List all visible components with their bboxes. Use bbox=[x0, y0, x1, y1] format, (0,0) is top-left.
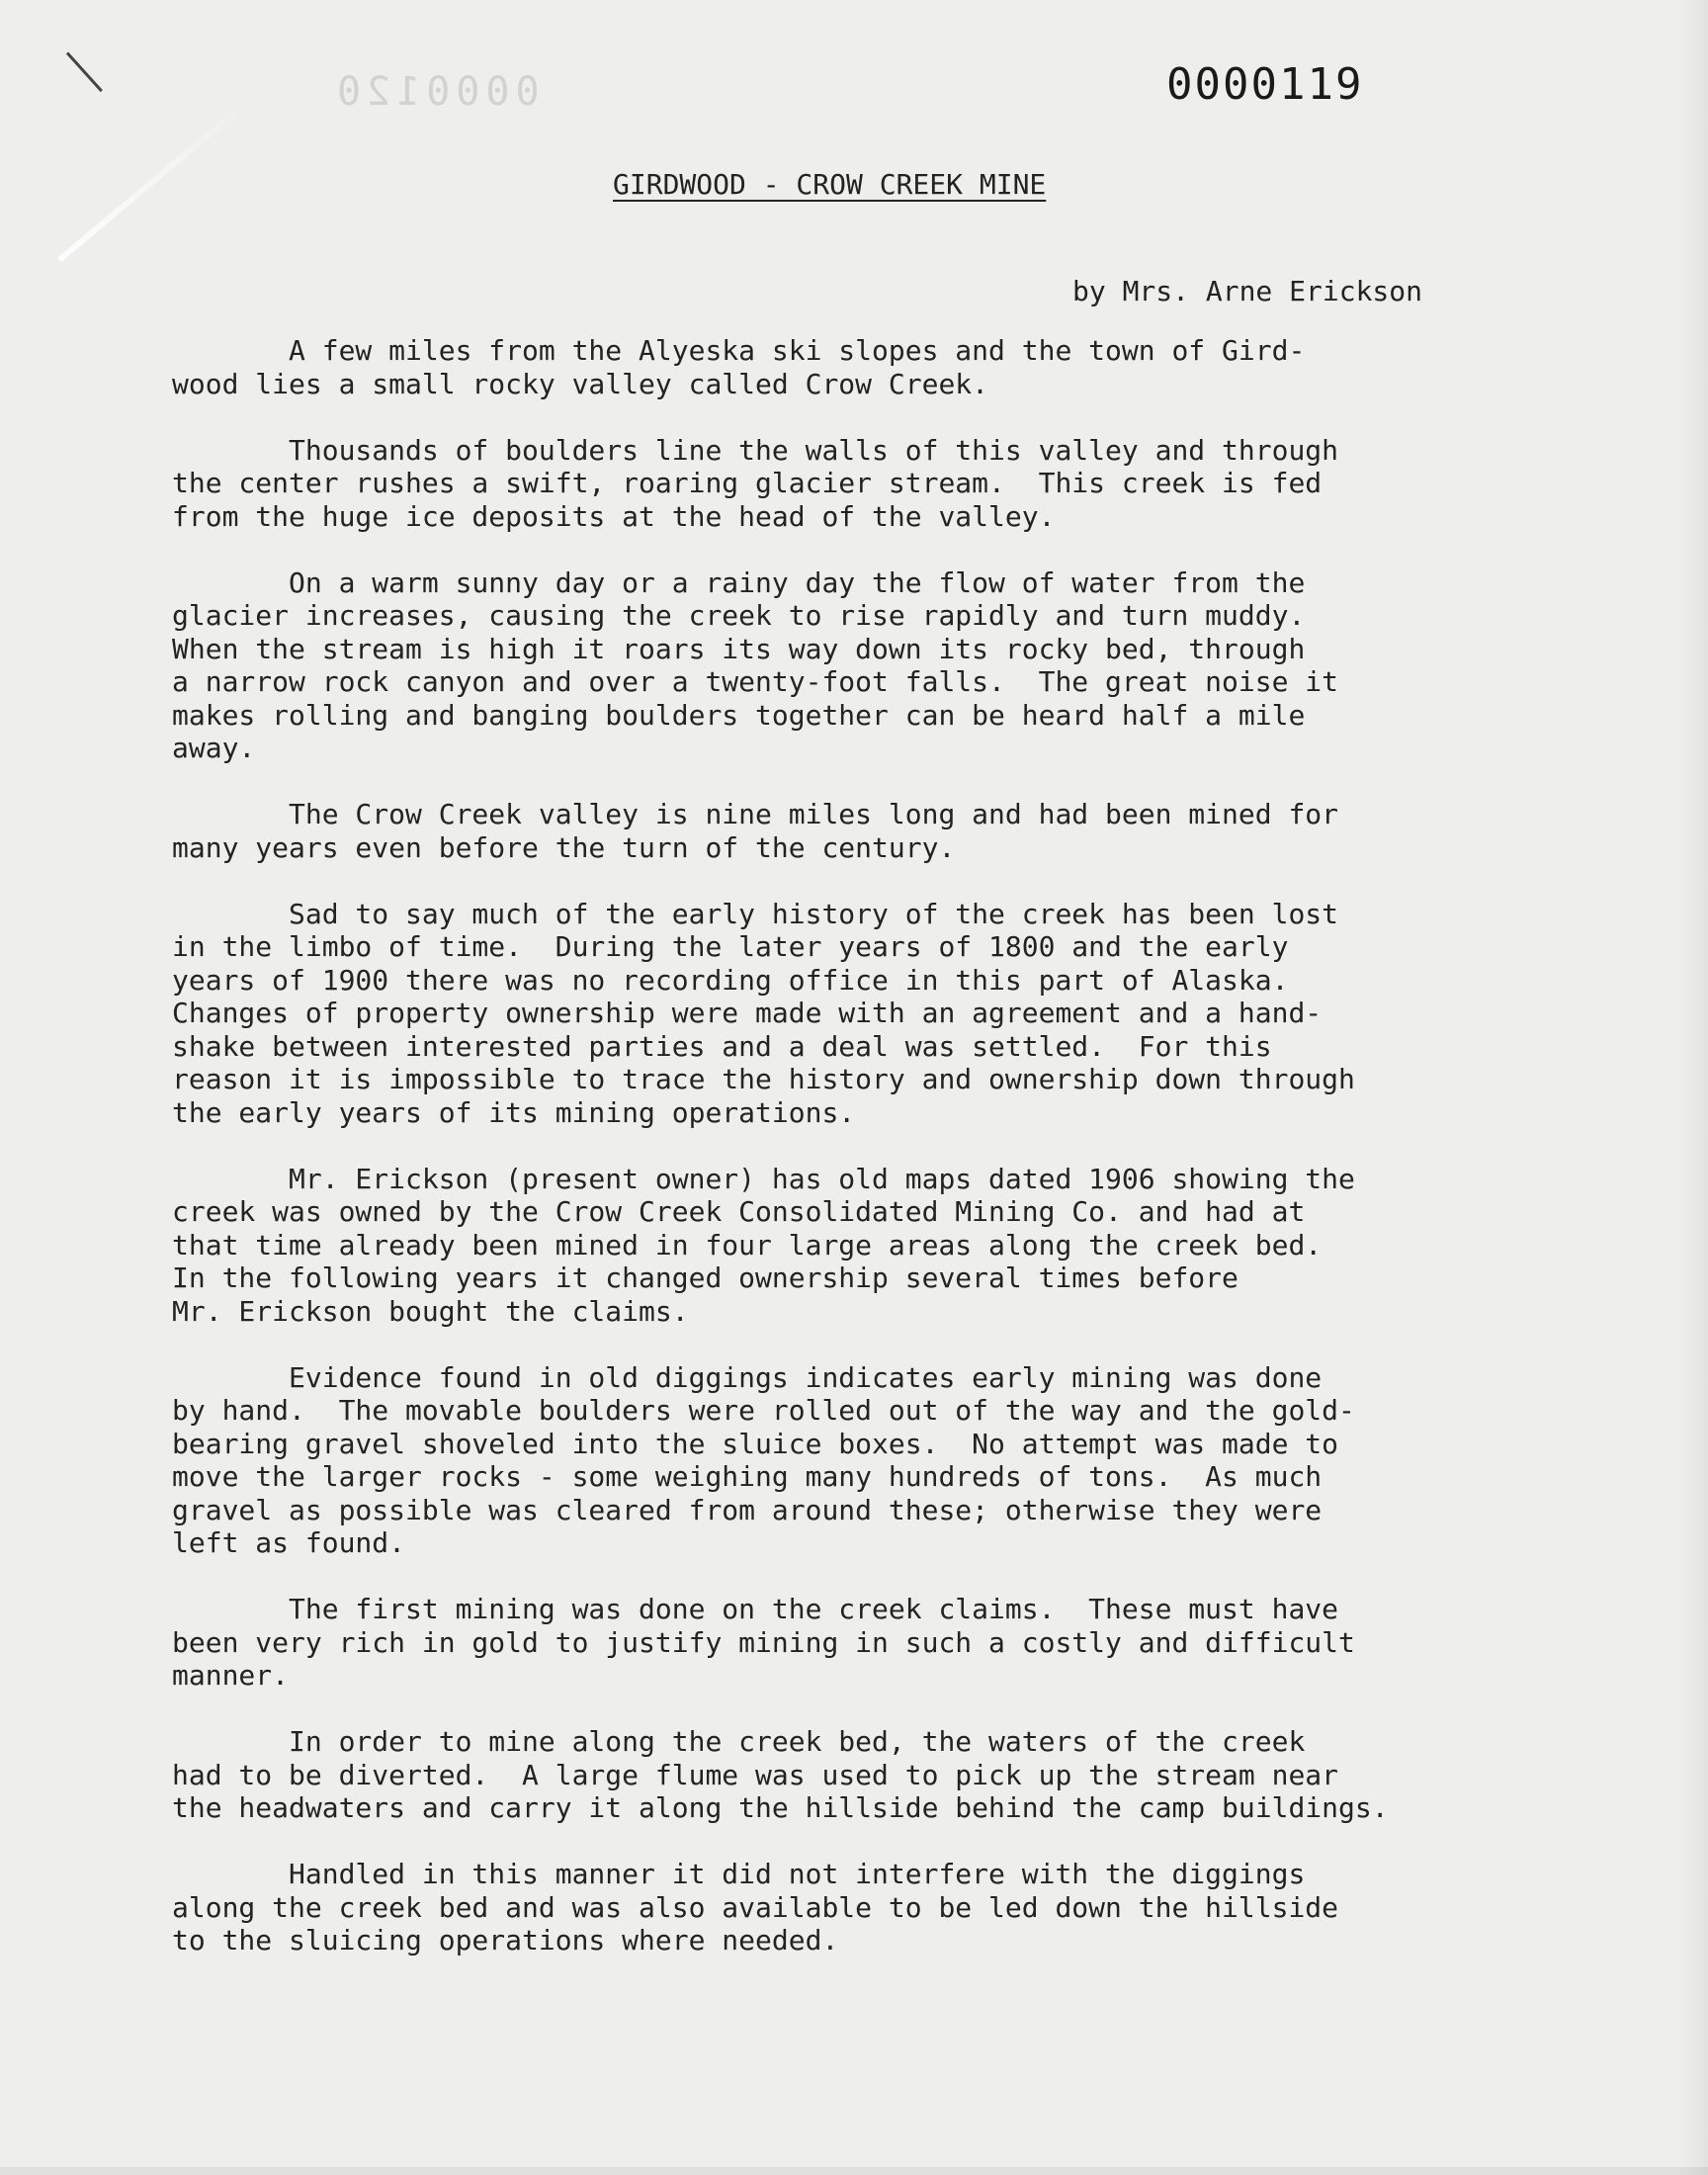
paragraph bbox=[172, 1858, 1635, 1958]
text-line: the early years of its mining operations. bbox=[172, 1095, 856, 1129]
paragraph bbox=[172, 1725, 1635, 1825]
text-line: In order to mine along the creek bed, the waters of the creek bbox=[172, 1725, 1306, 1758]
text-line: from the huge ice deposits at the head of the valley. bbox=[172, 499, 1056, 533]
document-title: GIRDWOOD - CROW CREEK MINE bbox=[613, 168, 1047, 201]
text-line: by hand. The movable boulders were rolled out of the way and the gold- bbox=[172, 1394, 1355, 1427]
author-byline: by Mrs. Arne Erickson bbox=[1072, 275, 1423, 307]
text-line: been very rich in gold to justify mining in such a costly and difficult bbox=[172, 1625, 1355, 1659]
text-line: shake between interested parties and a deal was settled. For this bbox=[172, 1029, 1272, 1063]
page-edge-shadow bbox=[1678, 0, 1708, 2175]
text-line: Evidence found in old diggings indicates early mining was done bbox=[172, 1360, 1323, 1394]
paragraph bbox=[172, 334, 1635, 400]
text-line: move the larger rocks - some weighing many hundreds of tons. As much bbox=[172, 1460, 1323, 1493]
text-line: A few miles from the Alyeska ski slopes and the town of Gird- bbox=[172, 334, 1306, 367]
paragraph bbox=[172, 1163, 1635, 1329]
paragraph bbox=[172, 566, 1635, 765]
text-line: many years even before the turn of the century. bbox=[172, 830, 956, 864]
text-line: The Crow Creek valley is nine miles long and had been mined for bbox=[172, 798, 1339, 830]
text-line: years of 1900 there was no recording office in this part of Alaska. bbox=[172, 963, 1289, 997]
text-line: along the creek bed and was also available to be led down the hillside bbox=[172, 1890, 1339, 1924]
text-line: glacier increases, causing the creek to rise rapidly and turn muddy. bbox=[172, 599, 1306, 632]
text-line: the headwaters and carry it along the hillside behind the camp buildings. bbox=[172, 1791, 1389, 1824]
text-line: manner. bbox=[172, 1659, 290, 1692]
text-line: in the limbo of time. During the later years of 1800 and the early bbox=[172, 930, 1289, 963]
text-line: wood lies a small rocky valley called Crow Creek. bbox=[172, 367, 989, 400]
paragraph bbox=[172, 434, 1635, 534]
text-line: left as found. bbox=[172, 1526, 406, 1559]
text-line: Sad to say much of the early history of the creek has been lost bbox=[172, 897, 1339, 930]
body-text bbox=[172, 334, 1635, 1990]
text-line: a narrow rock canyon and over a twenty-foot falls. The great noise it bbox=[172, 665, 1339, 698]
text-line: The first mining was done on the creek claims. These must have bbox=[172, 1593, 1339, 1625]
page-bottom-edge bbox=[0, 2167, 1708, 2175]
paper-crease-mark bbox=[57, 93, 258, 263]
corner-scratch-mark bbox=[66, 51, 103, 92]
text-line: On a warm sunny day or a rainy day the flow of water from the bbox=[172, 566, 1306, 599]
text-line: to the sluicing operations where needed. bbox=[172, 1924, 839, 1957]
text-line: creek was owned by the Crow Creek Consolidated Mining Co. and had at bbox=[172, 1195, 1306, 1228]
paragraph bbox=[172, 1361, 1635, 1560]
text-line: Handled in this manner it did not interfere with the diggings bbox=[172, 1858, 1306, 1890]
paragraph bbox=[172, 898, 1635, 1130]
text-line: bearing gravel shoveled into the sluice boxes. No attempt was made to bbox=[172, 1427, 1339, 1460]
text-line: makes rolling and banging boulders together can be heard half a mile bbox=[172, 698, 1306, 732]
page-number: 0000119 bbox=[1166, 59, 1364, 110]
text-line: the center rushes a swift, roaring glacier stream. This creek is fed bbox=[172, 467, 1323, 499]
text-line: Mr. Erickson (present owner) has old maps dated 1906 showing the bbox=[172, 1162, 1355, 1195]
text-line: Changes of property ownership were made with an agreement and a hand- bbox=[172, 997, 1323, 1029]
text-line: had to be diverted. A large flume was used to pick up the stream near bbox=[172, 1758, 1339, 1791]
paragraph bbox=[172, 798, 1635, 864]
text-line: In the following years it changed ownership several times before bbox=[172, 1262, 1238, 1294]
text-line: gravel as possible was cleared from around these; otherwise they were bbox=[172, 1493, 1323, 1526]
paragraph bbox=[172, 1593, 1635, 1693]
text-line: Thousands of boulders line the walls of this valley and through bbox=[172, 433, 1339, 467]
text-line: Mr. Erickson bought the claims. bbox=[172, 1294, 689, 1328]
text-line: that time already been mined in four large areas along the creek bed. bbox=[172, 1228, 1323, 1262]
text-line: When the stream is high it roars its way down its rocky bed, through bbox=[172, 632, 1306, 665]
text-line: reason it is impossible to trace the history and ownership down through bbox=[172, 1063, 1355, 1095]
text-line: away. bbox=[172, 732, 256, 764]
bleed-through-page-number: 0000120 bbox=[331, 69, 540, 115]
